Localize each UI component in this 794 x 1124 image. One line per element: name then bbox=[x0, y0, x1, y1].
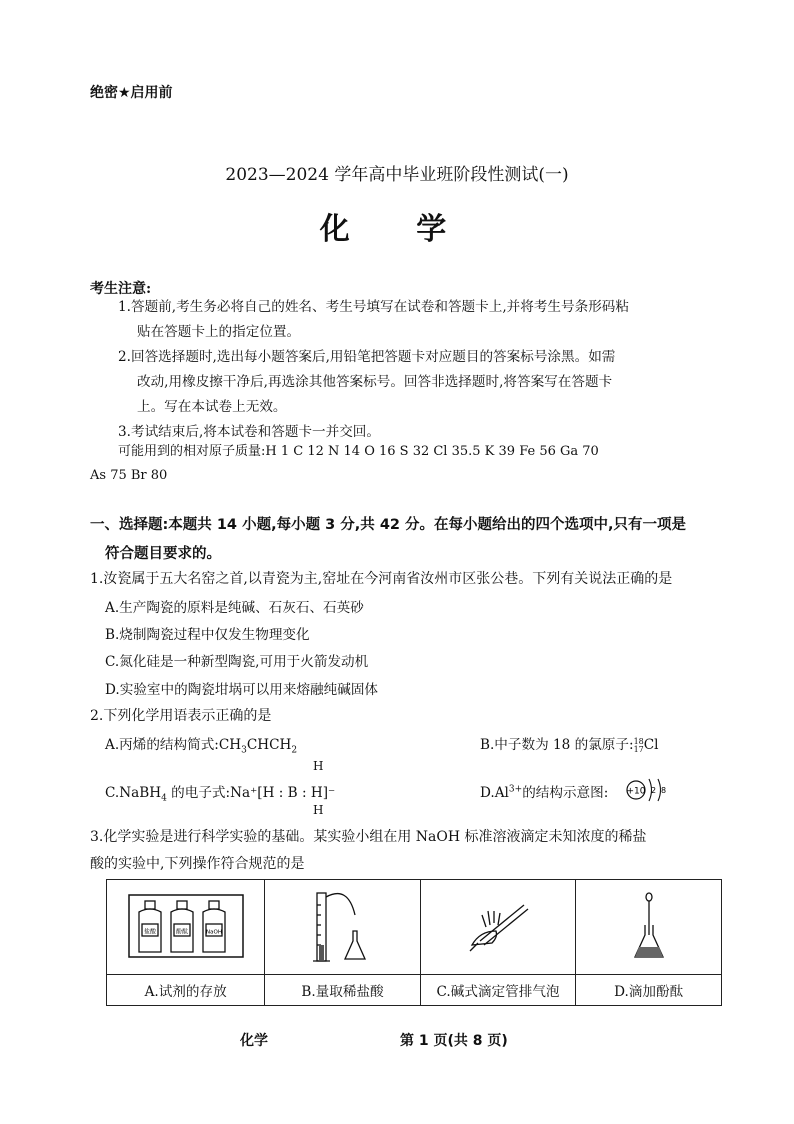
exam-title: 2023—2024 学年高中毕业班阶段性测试(一) bbox=[225, 165, 569, 185]
measuring-hcl-image bbox=[265, 880, 421, 975]
footer-page-number: 第 1 页(共 8 页) bbox=[400, 1033, 508, 1049]
q2-option-a: A.丙烯的结构简式$:CH_3CHCH_2$ bbox=[105, 737, 298, 756]
q1-option-c: C.氮化硅是一种新型陶瓷,可用于火箭发动机 bbox=[105, 654, 369, 670]
q1-option-a: A.生产陶瓷的原料是纯碱、石灰石、石英砂 bbox=[105, 600, 364, 616]
q2-stem: 2.下列化学用语表示正确的是 bbox=[90, 708, 272, 724]
bottle-label-hcl: 盐酸 bbox=[143, 928, 156, 936]
notice-line-1: 1.答题前,考生务必将自己的姓名、考生号填写在试卷和答题卡上,并将考生号条形码粘 bbox=[118, 299, 629, 315]
section-heading-line-2: 符合题目要求的。 bbox=[105, 546, 221, 562]
q3-stem-line-1: 3.化学实验是进行科学实验的基础。某实验小组在用 NaOH 标准溶液滴定未知浓度的稀盐 bbox=[90, 829, 647, 845]
notice-line-3: 2.回答选择题时,选出每小题答案后,用铅笔把答题卡对应题目的答案标号涂黑。如需 bbox=[118, 349, 616, 365]
q1-stem: 1.汝瓷属于五大名窑之首,以青瓷为主,窑址在今河南省汝州市区张公巷。下列有关说法正确的是 bbox=[90, 571, 673, 587]
secret-mark: 绝密★启用前 bbox=[90, 85, 173, 101]
bottle-label-naoh: NaOH bbox=[205, 929, 222, 936]
caption-c: C.碱式滴定管排气泡 bbox=[420, 975, 576, 1006]
atomic-mass-line-2: As 75 Br 80 bbox=[90, 468, 168, 483]
notice-heading: 考生注意: bbox=[90, 281, 152, 297]
caption-d: D.滴加酚酞 bbox=[576, 975, 722, 1006]
q2-option-c: C.NaBH$_4$ 的电子式:Na⁺[H : B : H]⁻ bbox=[105, 785, 336, 804]
atomic-mass-line-1: 可能用到的相对原子质量:H 1 C 12 N 14 O 16 S 32 Cl 35.5 K 39 Fe 56 Ga 70 bbox=[118, 444, 599, 459]
notice-line-6: 3.考试结束后,将本试卷和答题卡一并交回。 bbox=[118, 424, 380, 440]
burette-bubble-removal-image bbox=[420, 880, 576, 975]
q2-option-b: B.中子数为 18 的氯原子: 18 17 Cl bbox=[480, 736, 659, 754]
q2-c-h-bottom: H bbox=[313, 803, 324, 817]
nabh4-electron-formula: Na⁺[H : B : H]⁻ bbox=[230, 785, 336, 801]
q2-option-d: $D.Al^{3+}$的结构示意图: bbox=[480, 784, 609, 801]
footer-subject: 化学 bbox=[240, 1033, 268, 1049]
svg-text:2: 2 bbox=[651, 786, 657, 795]
caption-a: A.试剂的存放 bbox=[107, 975, 265, 1006]
bottle-label-phenolphthalein: 酚酞 bbox=[175, 928, 188, 936]
nucleus-charge: +10 bbox=[626, 786, 646, 797]
q1-option-b: B.烧制陶瓷过程中仅发生物理变化 bbox=[105, 627, 310, 643]
q1-option-d: D.实验室中的陶瓷坩埚可以用来熔融纯碱固体 bbox=[105, 682, 379, 698]
notice-line-5: 上。写在本试卷上无效。 bbox=[137, 399, 287, 415]
section-heading-line-1: 一、选择题:本题共 14 小题,每小题 3 分,共 42 分。在每小题给出的四个选项中,只有一项是 bbox=[90, 517, 687, 533]
svg-text:8: 8 bbox=[661, 786, 667, 795]
notice-line-2: 贴在答题卡上的指定位置。 bbox=[137, 324, 301, 340]
reagent-storage-image bbox=[107, 880, 265, 975]
q3-apparatus-table bbox=[106, 879, 722, 1006]
subject-title: 化 学 bbox=[319, 212, 475, 247]
al-ion-structure-diagram bbox=[625, 775, 669, 805]
notice-line-4: 改动,用橡皮擦干净后,再选涂其他答案标号。回答非选择题时,将答案写在答题卡 bbox=[137, 374, 613, 390]
q3-stem-line-2: 酸的实验中,下列操作符合规范的是 bbox=[90, 856, 305, 872]
adding-phenolphthalein-image bbox=[576, 880, 722, 975]
q2-c-h-top: H bbox=[313, 759, 324, 773]
caption-b: B.量取稀盐酸 bbox=[265, 975, 421, 1006]
